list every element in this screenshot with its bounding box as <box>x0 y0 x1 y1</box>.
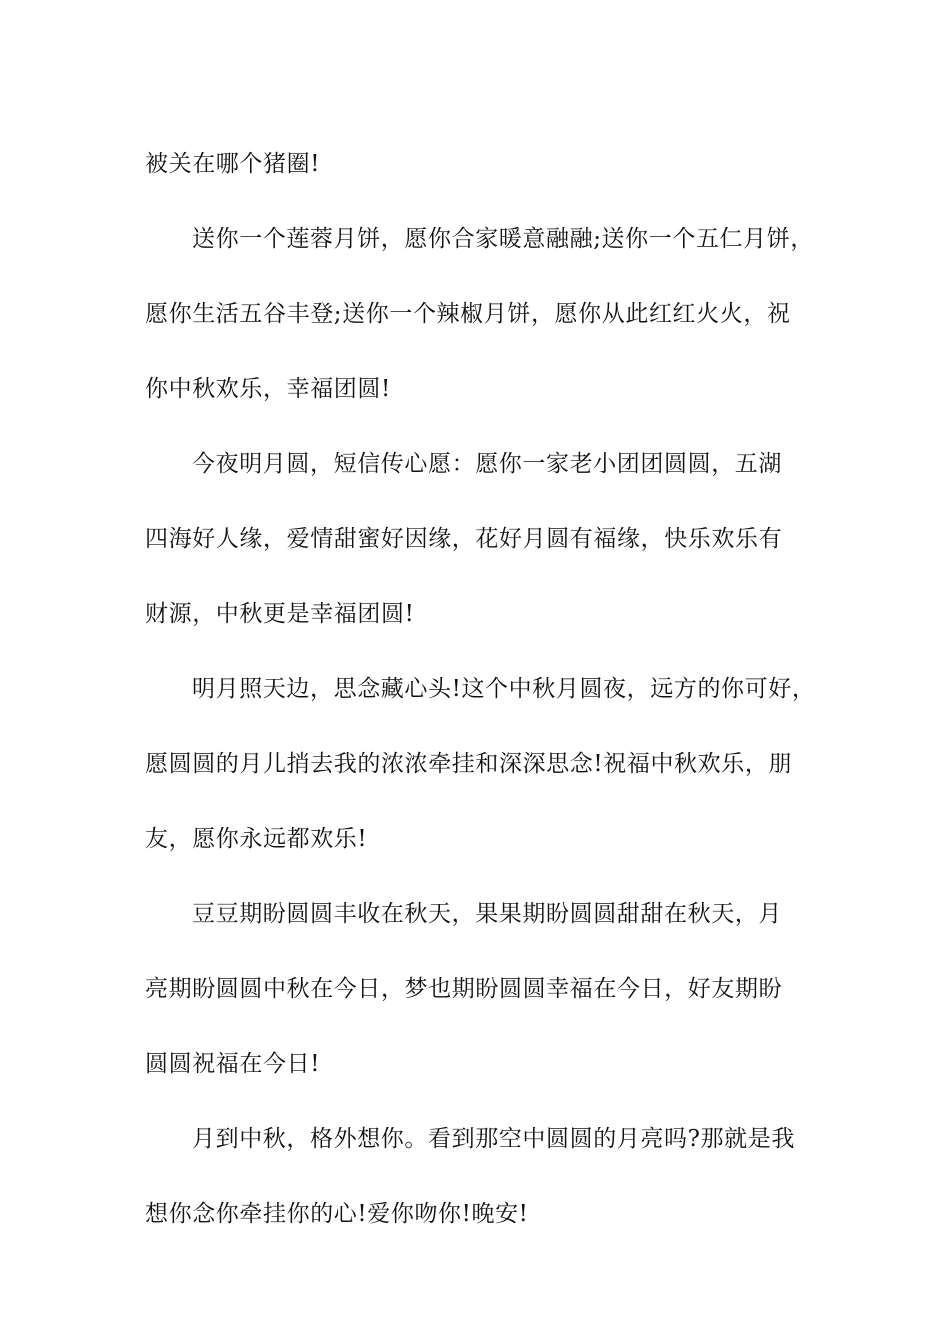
paragraph-2 <box>145 202 814 427</box>
paragraph-1 <box>145 127 810 202</box>
paragraph-line: 愿圆圆的月儿捎去我的浓浓牵挂和深深思念!祝福中秋欢乐，朋 <box>145 751 793 777</box>
paragraph-line: 明月照天边，思念藏心头!这个中秋月圆夜，远方的你可好， <box>192 676 816 702</box>
paragraph-line: 财源，中秋更是幸福团圆! <box>145 601 415 627</box>
paragraph-4 <box>145 652 816 877</box>
paragraph-line: 圆圆祝福在今日! <box>145 1051 321 1077</box>
paragraph-3 <box>145 427 810 652</box>
paragraph-line: 月到中秋，格外想你。看到那空中圆圆的月亮吗?那就是我 <box>192 1126 795 1152</box>
paragraph-line: 你中秋欢乐，幸福团圆! <box>145 376 391 402</box>
paragraph-6 <box>145 1102 810 1252</box>
paragraph-line: 豆豆期盼圆圆丰收在秋天，果果期盼圆圆甜甜在秋天，月 <box>192 901 782 927</box>
paragraph-line: 今夜明月圆，短信传心愿：愿你一家老小团团圆圆，五湖 <box>192 451 782 477</box>
paragraph-line: 愿你生活五谷丰登;送你一个辣椒月饼，愿你从此红红火火，祝 <box>145 301 791 327</box>
paragraph-line: 被关在哪个猪圈! <box>145 151 321 177</box>
paragraph-line: 送你一个莲蓉月饼，愿你合家暖意融融;送你一个五仁月饼， <box>192 226 814 252</box>
paragraph-5 <box>145 877 810 1102</box>
document-body <box>145 127 816 1252</box>
paragraph-line: 亮期盼圆圆中秋在今日，梦也期盼圆圆幸福在今日，好友期盼 <box>145 976 783 1002</box>
paragraph-line: 四海好人缘，爱情甜蜜好因缘，花好月圆有福缘，快乐欢乐有 <box>145 526 783 552</box>
paragraph-line: 想你念你牵挂你的心!爱你吻你!晚安! <box>145 1201 529 1227</box>
paragraph-line: 友，愿你永远都欢乐! <box>145 826 368 852</box>
